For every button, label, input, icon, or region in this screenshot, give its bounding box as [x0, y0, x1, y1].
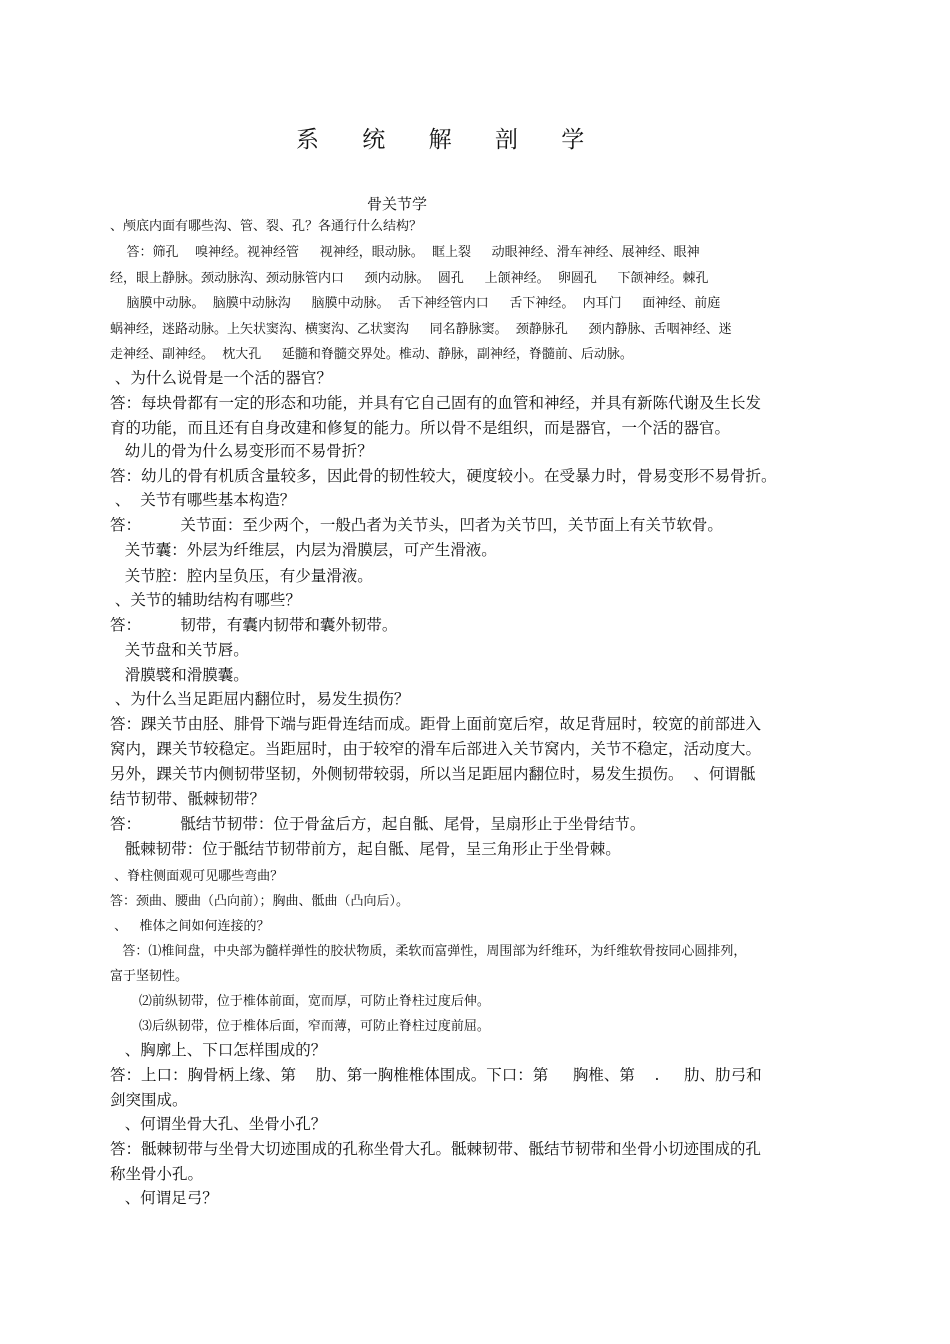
answer-line: 答：上口：胸骨柄上缘、第 肋、第一胸椎椎体围成。下口：第 胸椎、第 . 肋、肋弓和: [110, 1066, 762, 1084]
answer-line: 答： 骶结节韧带：位于骨盆后方，起自骶、尾骨，呈扇形止于坐骨结节。: [110, 815, 646, 833]
answer-line: 经，眼上静脉。颈动脉沟、颈动脉管内口 颈内动脉。 圆孔 上颌神经。 卵圆孔 下颌神经。棘孔: [110, 271, 709, 286]
question-line: 、脊柱侧面观可见哪些弯曲？: [110, 869, 284, 884]
question-line: 、为什么当足距屈内翻位时，易发生损伤？: [110, 690, 410, 708]
question-line: 、胸廓上、下口怎样围成的？: [110, 1041, 327, 1059]
answer-line: 另外，踝关节内侧韧带坚韧，外侧韧带较弱，所以当足距屈内翻位时，易发生损伤。 、何谓骶: [110, 765, 756, 783]
answer-line: 答：筛孔 嗅神经。视神经管 视神经，眼动脉。 眶上裂 动眼神经、滑车神经、展神经、眼神: [110, 245, 700, 260]
answer-line: 答：每块骨都有一定的形态和功能，并具有它自己固有的血管和神经，并具有新陈代谢及生长发: [110, 394, 762, 412]
answer-line: 称坐骨小孔。: [110, 1165, 204, 1183]
question-line: 结节韧带、骶棘韧带？: [110, 790, 266, 808]
question-line: 、 椎体之间如何连接的？: [110, 919, 270, 934]
question-line: 、颅底内面有哪些沟、管、裂、孔？各通行什么结构？: [110, 219, 423, 234]
answer-line: 滑膜襞和滑膜囊。: [110, 666, 249, 684]
answer-line: 答：骶棘韧带与坐骨大切迹围成的孔称坐骨大孔。骶棘韧带、骶结节韧带和坐骨小切迹围成的孔: [110, 1140, 762, 1158]
answer-line: 富于坚韧性。: [110, 969, 189, 984]
answer-line: 骶棘韧带：位于骶结节韧带前方，起自骶、尾骨，呈三角形止于坐骨棘。: [110, 840, 621, 858]
answer-line: ⑶后纵韧带，位于椎体后面，窄而薄，可防止脊柱过度前屈。: [110, 1019, 490, 1034]
answer-line: 窝内，踝关节较稳定。当距屈时，由于较窄的滑车后部进入关节窝内，关节不稳定，活动度大。: [110, 740, 762, 758]
answer-line: ⑵前纵韧带，位于椎体前面，宽而厚，可防止脊柱过度后伸。: [110, 994, 490, 1009]
answer-line: 关节囊：外层为纤维层，内层为滑膜层，可产生滑液。: [110, 541, 497, 559]
answer-line: 走神经、副神经。 枕大孔 延髓和脊髓交界处。椎动、静脉，副神经，脊髓前、后动脉。: [110, 347, 633, 362]
question-line: 幼儿的骨为什么易变形而不易骨折？: [110, 442, 373, 460]
section-heading: 骨关节学: [367, 195, 428, 213]
answer-line: 答： 韧带，有囊内韧带和囊外韧带。: [110, 616, 398, 634]
question-line: 、关节的辅助结构有哪些？: [110, 591, 301, 609]
answer-line: 剑突围成。: [110, 1091, 188, 1109]
question-line: 、何谓坐骨大孔、坐骨小孔？: [110, 1115, 327, 1133]
answer-line: 答： 关节面：至少两个，一般凸者为关节头，凹者为关节凹，关节面上有关节软骨。: [110, 516, 723, 534]
answer-line: 答：颈曲、腰曲（凸向前）；胸曲、骶曲（凸向后）。: [110, 894, 410, 909]
answer-line: 答：⑴椎间盘，中央部为髓样弹性的胶状物质，柔软而富弹性，周围部为纤维环，为纤维软骨按同心圆排列，: [110, 944, 747, 959]
answer-line: 脑膜中动脉。 脑膜中动脉沟 脑膜中动脉。 舌下神经管内口 舌下神经。 内耳门 面神经、前庭: [110, 296, 721, 311]
question-line: 、 关节有哪些基本构造？: [110, 491, 296, 509]
answer-line: 答：踝关节由胫、腓骨下端与距骨连结而成。距骨上面前宽后窄，故足背屈时，较宽的前部进入: [110, 715, 762, 733]
question-line: 、何谓足弓？: [110, 1189, 218, 1207]
answer-line: 答：幼儿的骨有机质含量较多，因此骨的韧性较大，硬度较小。在受暴力时，骨易变形不易骨折。: [110, 467, 777, 485]
answer-line: 蜗神经，迷路动脉。上矢状窦沟、横窦沟、乙状窦沟 同名静脉窦。 颈静脉孔 颈内静脉、舌咽神经、迷: [110, 322, 732, 337]
document-title: 系 统 解 剖 学: [296, 127, 603, 153]
question-line: 、为什么说骨是一个活的器官？: [110, 369, 332, 387]
answer-line: 关节腔：腔内呈负压，有少量滑液。: [110, 567, 373, 585]
answer-line: 育的功能，而且还有自身改建和修复的能力。所以骨不是组织，而是器官，一个活的器官。: [110, 419, 731, 437]
answer-line: 关节盘和关节唇。: [110, 641, 249, 659]
